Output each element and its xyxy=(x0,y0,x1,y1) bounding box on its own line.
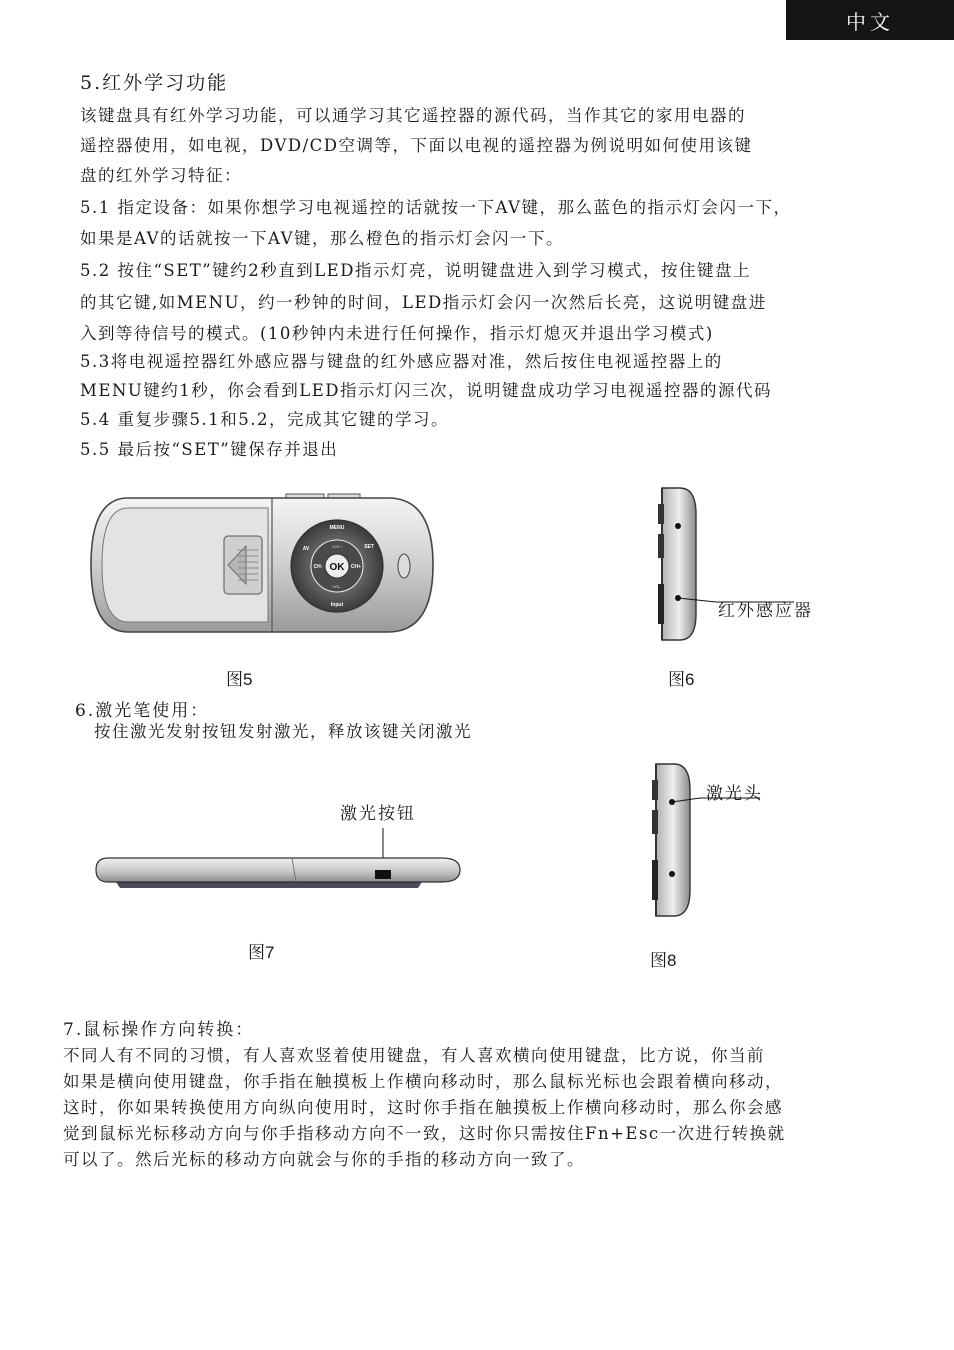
ch-minus-button-label: CH- xyxy=(313,564,323,570)
vol-minus-button-label: VOL- xyxy=(332,584,342,589)
input-button-label: Input xyxy=(330,602,344,608)
figure-7-caption: 图7 xyxy=(248,943,275,962)
section-5-title: 5.红外学习功能 xyxy=(80,72,229,94)
section-7-body-line-5: 可以了。然后光标的移动方向就会与你的手指的移动方向一致了。 xyxy=(63,1150,585,1169)
section-5-intro-line-2: 遥控器使用，如电视，DVD/CD空调等，下面以电视的遥控器为例说明如何使用该键 xyxy=(80,136,753,155)
step-5-3-line-1: 5.3将电视遥控器红外感应器与键盘的红外感应器对准，然后按住电视遥控器上的 xyxy=(80,352,723,371)
step-5-2-line-2: 的其它键,如MENU，约一秒钟的时间，LED指示灯会闪一次然后长亮，这说明键盘进 xyxy=(80,293,767,312)
laser-head-label: 激光头 xyxy=(706,784,763,804)
step-5-2-line-1: 5.2 按住“SET”键约2秒直到LED指示灯亮，说明键盘进入到学习模式，按住键盘上 xyxy=(80,261,751,280)
section-5-intro-line-1: 该键盘具有红外学习功能，可以通学习其它遥控器的源代码，当作其它的家用电器的 xyxy=(80,106,746,125)
section-7-body-line-1: 不同人有不同的习惯，有人喜欢竖着使用键盘，有人喜欢横向使用键盘，比方说，你当前 xyxy=(63,1046,765,1065)
section-7-body-line-4: 觉到鼠标光标移动方向与你手指移动方向不一致，这时你只需按住Fn+Esc一次进行转换就 xyxy=(63,1124,786,1143)
section-6-title: 6.激光笔使用： xyxy=(75,701,210,721)
ok-button-label: OK xyxy=(329,562,345,573)
ch-plus-button-label: CH+ xyxy=(350,564,362,570)
section-7-title: 7.鼠标操作方向转换： xyxy=(63,1020,255,1040)
figure-8-caption: 图8 xyxy=(650,951,677,970)
figure-8-remote-side-view xyxy=(644,760,704,920)
set-button-label: SET xyxy=(364,544,374,550)
step-5-5: 5.5 最后按“SET”键保存并退出 xyxy=(80,440,339,459)
step-5-1-line-2: 如果是AV的话就按一下AV键，那么橙色的指示灯会闪一下。 xyxy=(80,229,565,248)
ir-sensor-label: 红外感应器 xyxy=(718,601,813,621)
language-tab: 中文 xyxy=(786,0,954,40)
step-5-2-line-3: 入到等待信号的模式。(10秒钟内未进行任何操作，指示灯熄灭并退出学习模式) xyxy=(80,324,714,343)
section-6-body: 按住激光发射按钮发射激光，释放该键关闭激光 xyxy=(94,722,472,741)
section-5-intro-line-3: 盘的红外学习特征： xyxy=(80,166,242,185)
av-button-label: AV xyxy=(302,546,310,552)
section-7-body-line-3: 这时，你如果转换使用方向纵向使用时，这时你手指在触摸板上作横向移动时，那么你会感 xyxy=(63,1098,783,1117)
vol-plus-button-label: VOL+ xyxy=(331,544,343,549)
figure-7-remote-front-view xyxy=(92,826,464,890)
figure-6-remote-side-view xyxy=(650,484,710,644)
figure-6-caption: 图6 xyxy=(668,670,695,689)
section-7-body-line-2: 如果是横向使用键盘，你手指在触摸板上作横向移动时，那么鼠标光标也会跟着横向移动， xyxy=(63,1072,783,1091)
step-5-1-line-1: 5.1 指定设备：如果你想学习电视遥控的话就按一下AV键，那么蓝色的指示灯会闪一下， xyxy=(80,198,792,217)
figure-5-remote-top-view xyxy=(88,490,438,640)
menu-button-label: MENU xyxy=(329,525,345,531)
step-5-4: 5.4 重复步骤5.1和5.2，完成其它键的学习。 xyxy=(80,410,449,429)
step-5-3-line-2: MENU键约1秒，你会看到LED指示灯闪三次，说明键盘成功学习电视遥控器的源代码 xyxy=(80,381,773,400)
figure-5-caption: 图5 xyxy=(226,670,253,689)
laser-button-label: 激光按钮 xyxy=(340,804,416,824)
